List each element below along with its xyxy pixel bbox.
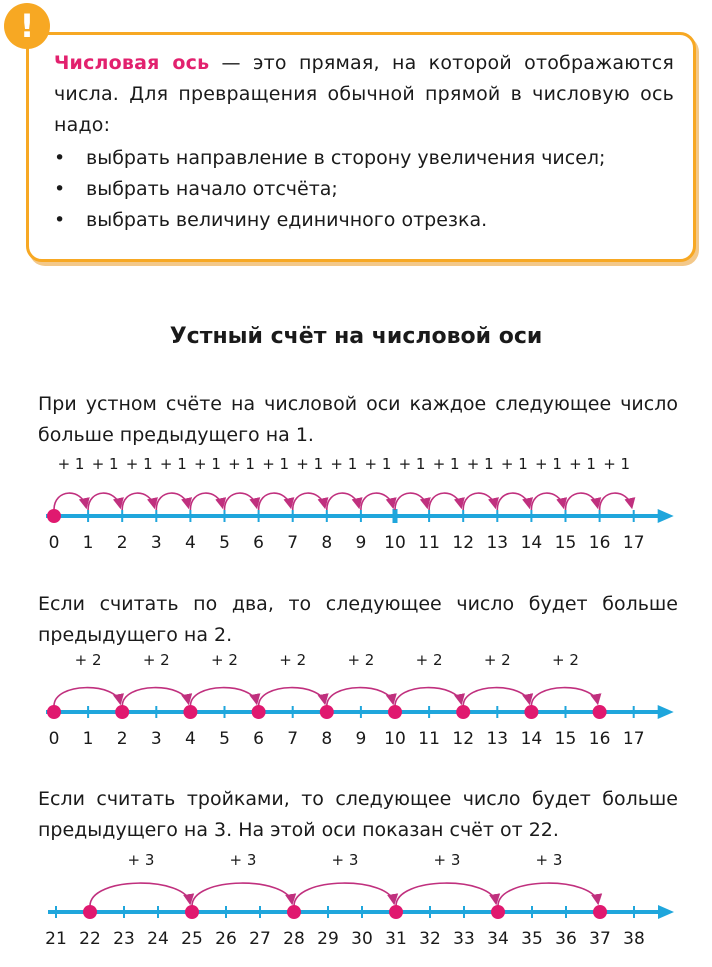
section-heading: Устный счёт на числовой оси: [169, 324, 543, 349]
paragraph-count-by-two: Если считать по два, то следующее число будет больше предыдущего на 2.: [38, 593, 678, 646]
jump-arc: [395, 493, 427, 510]
number-point: [83, 905, 97, 919]
tick-label: 14: [520, 729, 543, 749]
tick-label: 3: [150, 729, 162, 749]
tick-label: 37: [589, 929, 611, 949]
tick-label: 15: [554, 729, 577, 749]
jump-label: + 3: [229, 851, 257, 869]
jump-label: + 3: [331, 851, 359, 869]
tick-label: 31: [385, 929, 407, 949]
jump-arc: [54, 493, 86, 510]
tick-label: 23: [113, 929, 135, 949]
number-point: [47, 509, 61, 523]
number-line-svg: [0, 848, 712, 958]
paragraph-count-by-one: При устном счёте на числовой оси каждое следующее число больше предыдущего на 1.: [38, 393, 678, 446]
number-line-count-by-two: [0, 648, 712, 758]
jump-arc: [54, 688, 120, 706]
jump-label: + 2: [415, 651, 443, 669]
jump-arc: [294, 883, 394, 906]
jump-label: + 3: [127, 851, 155, 869]
jump-label: + 1: [125, 455, 153, 473]
jump-arc: [497, 493, 529, 510]
tick-label: 12: [452, 729, 475, 749]
tick-label: 11: [418, 533, 440, 553]
tick-label: 2: [116, 729, 128, 749]
tick-label: 11: [418, 729, 440, 749]
tick-label: 17: [622, 533, 645, 553]
tick-label: 2: [116, 533, 128, 553]
jump-label: + 2: [483, 651, 511, 669]
jump-label: + 1: [432, 455, 460, 473]
tick-label: 9: [355, 533, 367, 553]
jump-arc: [395, 688, 461, 706]
tick-label: 35: [521, 929, 543, 949]
tick-label: 0: [48, 729, 60, 749]
number-point: [593, 705, 607, 719]
tick-label: 32: [419, 929, 441, 949]
number-point: [185, 905, 199, 919]
jump-label: + 2: [74, 651, 102, 669]
jump-label: + 1: [500, 455, 528, 473]
jump-arc: [327, 688, 393, 706]
jump-arc: [531, 493, 563, 510]
jump-label: + 1: [466, 455, 494, 473]
tick-label: 12: [452, 533, 475, 553]
jump-label: + 2: [279, 651, 307, 669]
jump-arc: [259, 688, 325, 706]
axis-arrow-icon: [658, 905, 674, 919]
tick-label: 8: [321, 533, 333, 553]
jump-label: + 1: [194, 455, 221, 473]
number-line-svg: [0, 452, 712, 562]
number-point: [320, 705, 334, 719]
jump-arc: [190, 688, 256, 706]
number-point: [115, 705, 129, 719]
tick-label: 28: [283, 929, 305, 949]
jump-arc: [498, 883, 598, 906]
jump-arc: [600, 493, 632, 510]
jump-label: + 1: [159, 455, 187, 473]
jump-arc: [122, 688, 188, 706]
jump-label: + 1: [228, 455, 255, 473]
jump-arc: [396, 883, 496, 906]
tick-label: 21: [45, 929, 67, 949]
tick-label: 16: [588, 533, 611, 553]
jump-label: + 2: [142, 651, 170, 669]
number-point: [593, 905, 607, 919]
tick-label: 6: [253, 729, 265, 749]
jump-label: + 1: [296, 455, 324, 473]
jump-label: + 1: [57, 455, 85, 473]
tick-label: 0: [48, 533, 60, 553]
jump-arc: [156, 493, 188, 510]
definition-text: [54, 48, 674, 141]
number-line-count-by-one: [0, 452, 712, 562]
jump-arc: [90, 883, 190, 906]
jump-arc: [429, 493, 461, 510]
number-line-svg: [0, 648, 712, 758]
tick-label: 26: [215, 929, 237, 949]
jump-arc: [293, 493, 325, 510]
jump-label: + 2: [552, 651, 579, 669]
jump-label: + 1: [91, 455, 119, 473]
tick-label: 6: [253, 533, 265, 553]
jump-label: + 3: [535, 851, 563, 869]
number-point: [47, 705, 61, 719]
paragraph-count-by-three: Если считать тройками, то следующее число будет больше предыдущего на 3. На этой оси показан счёт от 22.: [38, 788, 678, 841]
number-point: [183, 705, 197, 719]
jump-label: + 2: [211, 651, 238, 669]
tick-label: 36: [555, 929, 577, 949]
tick-label: 13: [486, 729, 509, 749]
jump-arc: [566, 493, 598, 510]
definition-body: — это прямая, на которой отображаются числа. Для превращения обычной прямой в числовую ось надо:: [54, 52, 674, 136]
number-point: [388, 705, 402, 719]
number-point: [524, 705, 538, 719]
tick-label: 38: [623, 929, 645, 949]
exclamation-icon: !: [4, 3, 50, 49]
number-point: [287, 905, 301, 919]
tick-label: 10: [384, 533, 406, 553]
list-item: • выбрать начало отсчёта;: [54, 174, 605, 205]
number-point: [456, 705, 470, 719]
tick-label: 27: [249, 929, 271, 949]
tick-label: 3: [150, 533, 162, 553]
axis-arrow-icon: [658, 705, 674, 719]
jump-arc: [190, 493, 222, 510]
jump-label: + 2: [347, 651, 375, 669]
jump-arc: [225, 493, 257, 510]
tick-label: 9: [355, 729, 367, 749]
jump-label: + 1: [569, 455, 596, 473]
tick-label: 15: [554, 533, 577, 553]
axis-arrow-icon: [658, 509, 674, 523]
jump-label: + 1: [364, 455, 392, 473]
jump-arc: [327, 493, 359, 510]
tick-label: 10: [384, 729, 406, 749]
tick-label: 13: [486, 533, 509, 553]
jump-arc: [361, 493, 393, 510]
tick-label: 22: [79, 929, 101, 949]
jump-arc: [88, 493, 120, 510]
tick-label: 30: [351, 929, 373, 949]
tick-label: 7: [287, 533, 299, 553]
tick-label: 17: [622, 729, 645, 749]
number-line-count-by-three: [0, 848, 712, 958]
tick-label: 1: [82, 533, 94, 553]
jump-label: + 1: [330, 455, 358, 473]
tick-label: 7: [287, 729, 299, 749]
tick-label: 25: [181, 929, 203, 949]
jump-arc: [463, 493, 495, 510]
tick-label: 34: [487, 929, 509, 949]
definition-term: Числовая ось: [54, 52, 210, 74]
tick-label: 29: [317, 929, 339, 949]
tick-label: 16: [588, 729, 611, 749]
jump-arc: [192, 883, 292, 906]
list-item: • выбрать направление в сторону увеличения чисел;: [54, 143, 605, 174]
tick-label: 8: [321, 729, 333, 749]
jump-label: + 3: [433, 851, 461, 869]
number-point: [389, 905, 403, 919]
number-point: [252, 705, 266, 719]
tick-label: 14: [520, 533, 543, 553]
jump-label: + 1: [535, 455, 562, 473]
tick-label: 24: [147, 929, 169, 949]
tick-label: 5: [219, 533, 230, 553]
requirements-list: [54, 143, 605, 236]
jump-label: + 1: [603, 455, 631, 473]
jump-arc: [463, 688, 529, 706]
jump-arc: [122, 493, 154, 510]
tick-label: 4: [184, 729, 196, 749]
jump-label: + 1: [398, 455, 426, 473]
tick-label: 4: [184, 533, 196, 553]
list-item: • выбрать величину единичного отрезка.: [54, 205, 605, 236]
jump-arc: [531, 688, 597, 706]
tick-label: 5: [219, 729, 230, 749]
jump-arc: [259, 493, 291, 510]
tick-label: 1: [82, 729, 94, 749]
jump-label: + 1: [262, 455, 290, 473]
number-point: [491, 905, 505, 919]
tick-label: 33: [453, 929, 475, 949]
